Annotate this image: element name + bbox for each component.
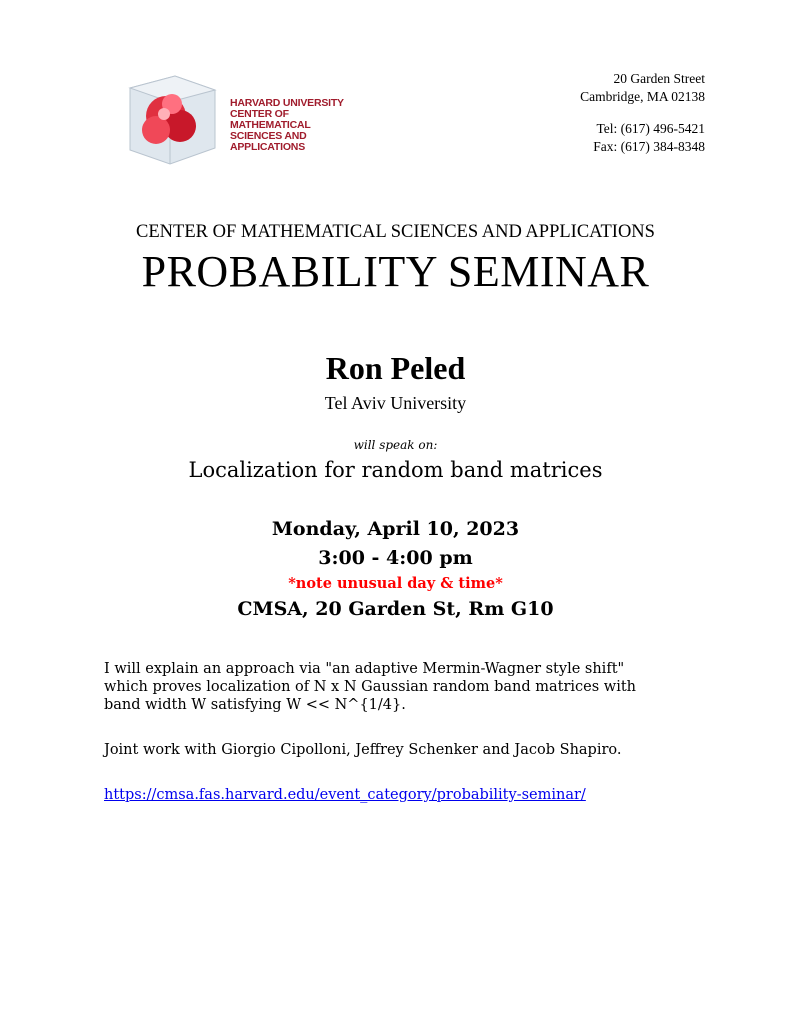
logo-text xyxy=(230,98,360,153)
cube-logo-icon xyxy=(120,68,230,168)
will-speak-label: will speak on: xyxy=(353,438,438,452)
talk-title: Localization for random band matrices xyxy=(188,458,603,482)
talk-location: CMSA, 20 Garden St, Rm G10 xyxy=(237,598,554,620)
talk-date: Monday, April 10, 2023 xyxy=(271,518,520,540)
speaker-affiliation: Tel Aviv University xyxy=(324,393,467,413)
seminar-link[interactable]: https://cmsa.fas.harvard.edu/event_category/probability-seminar/ xyxy=(104,787,586,803)
logo-line-2: CENTER OF MATHEMATICAL xyxy=(230,108,311,131)
address-city: Cambridge, MA 02138 xyxy=(580,89,705,104)
address-street: 20 Garden Street xyxy=(613,71,705,86)
address-fax: Fax: (617) 384-8348 xyxy=(593,139,705,154)
unusual-time-note: *note unusual day & time* xyxy=(288,575,503,592)
abstract xyxy=(104,660,704,714)
abstract-line: band width W satisfying W << N^{1/4}. xyxy=(104,697,406,713)
address-tel: Tel: (617) 496-5421 xyxy=(596,121,705,136)
logo-line-3: SCIENCES AND APPLICATIONS xyxy=(230,130,307,153)
abstract-line: I will explain an approach via "an adaptive Mermin-Wagner style shift" xyxy=(104,661,625,677)
joint-work: Joint work with Giorgio Cipolloni, Jeffrey Schenker and Jacob Shapiro. xyxy=(104,742,622,758)
cmsa-logo xyxy=(120,68,360,168)
abstract-line: which proves localization of N x N Gaussian random band matrices with xyxy=(104,679,637,695)
seminar-title: PROBABILITY SEMINAR xyxy=(141,247,650,296)
center-heading: CENTER OF MATHEMATICAL SCIENCES AND APPLICATIONS xyxy=(136,222,655,242)
logo-line-1: HARVARD UNIVERSITY xyxy=(230,97,344,109)
speaker-name: Ron Peled xyxy=(325,350,466,386)
address-block xyxy=(580,70,705,156)
talk-time: 3:00 - 4:00 pm xyxy=(318,547,473,569)
